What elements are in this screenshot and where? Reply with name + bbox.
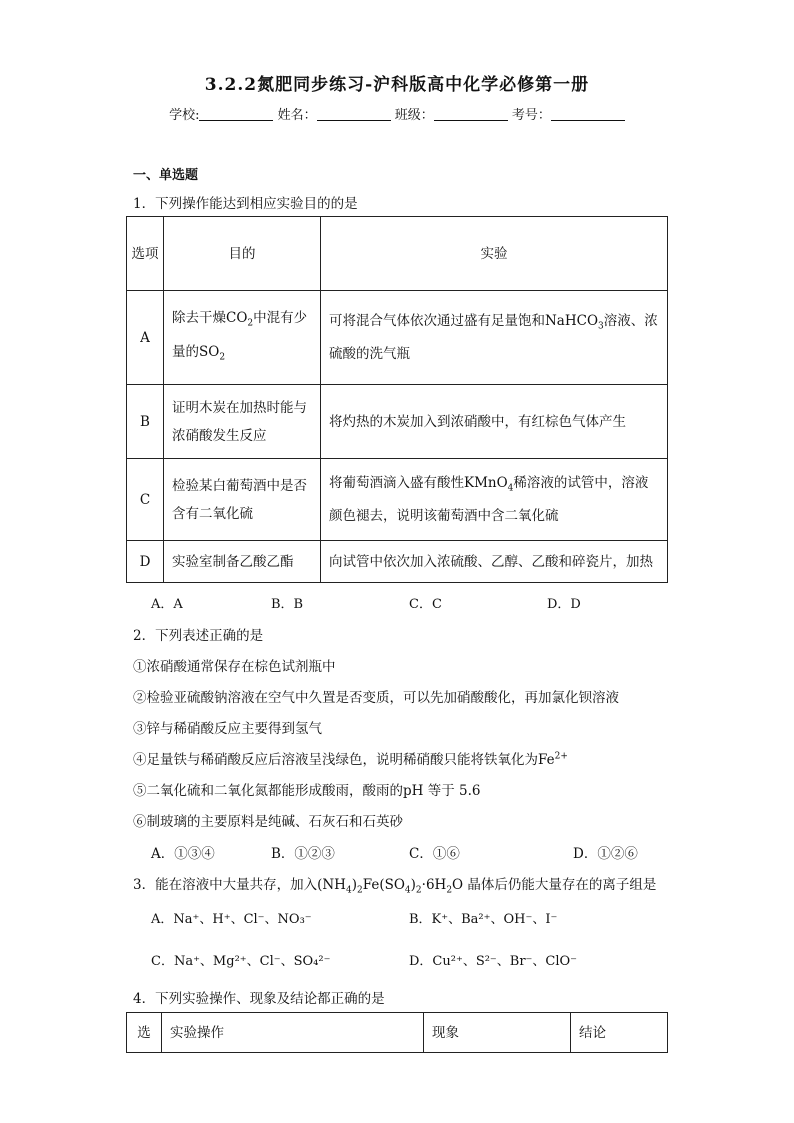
q2-statement-6: ⑥制玻璃的主要原料是纯碱、石灰石和石英砂 xyxy=(133,814,403,830)
class-label: 班级： xyxy=(394,108,434,123)
q1-stem: 1．下列操作能达到相应实验目的的是 xyxy=(133,196,358,212)
q2-stem: 2．下列表述正确的是 xyxy=(133,628,264,644)
row-option: B xyxy=(127,385,164,459)
exam-no-field[interactable] xyxy=(551,107,625,121)
choice-a[interactable]: A．A xyxy=(151,597,183,612)
header-option: 选 xyxy=(127,1013,162,1053)
page-title: 3.2.2氮肥同步练习-沪科版高中化学必修第一册 xyxy=(204,75,590,95)
q1-table xyxy=(126,216,668,583)
q4-stem: 4．下列实验操作、现象及结论都正确的是 xyxy=(133,991,385,1007)
q2-statement-3: ③锌与稀硝酸反应主要得到氢气 xyxy=(133,721,322,737)
name-label: 姓名： xyxy=(277,108,317,123)
table-row xyxy=(127,291,668,385)
row-purpose: 证明木炭在加热时能与浓硝酸发生反应 xyxy=(164,385,321,459)
table-row xyxy=(127,385,668,459)
choice-b[interactable]: B．K⁺、Ba²⁺、OH⁻、I⁻ xyxy=(409,912,558,927)
school-field[interactable] xyxy=(199,107,273,121)
choice-c[interactable]: C．①⑥ xyxy=(409,846,460,862)
table-header-row xyxy=(127,217,668,291)
choice-c[interactable]: C．Na⁺、Mg²⁺、Cl⁻、SO₄²⁻ xyxy=(151,954,331,969)
row-option: A xyxy=(127,291,164,385)
row-experiment: 将葡萄酒滴入盛有酸性KMnO$_4$稀溶液的试管中，溶液颜色褪去，说明该葡萄酒中含二氧化硫 xyxy=(321,459,668,541)
choice-b[interactable]: B．①②③ xyxy=(271,846,335,862)
header-option: 选项 xyxy=(127,217,164,291)
q2-statement-2: ②检验亚硫酸钠溶液在空气中久置是否变质，可以先加硝酸酸化，再加氯化钡溶液 xyxy=(133,690,619,706)
choice-a[interactable]: A．Na⁺、H⁺、Cl⁻、NO₃⁻ xyxy=(151,912,312,927)
table-row xyxy=(127,541,668,583)
school-label: 学校: xyxy=(169,108,200,123)
choice-d[interactable]: D．Cu²⁺、S²⁻、Br⁻、ClO⁻ xyxy=(409,954,578,969)
q4-table xyxy=(126,1012,668,1053)
choice-c[interactable]: C．C xyxy=(409,597,442,612)
row-experiment: 将灼热的木炭加入到浓硝酸中，有红棕色气体产生 xyxy=(321,385,668,459)
student-info-line xyxy=(0,104,794,123)
q3-stem: 3．能在溶液中大量共存，加入$(NH_4)_2Fe(SO_4)_2\cdot 6H_2O$ 晶体后仍能大量存在的离子组是 xyxy=(133,877,657,896)
header-operation: 实验操作 xyxy=(162,1013,424,1053)
header-experiment: 实验 xyxy=(321,217,668,291)
row-experiment: 向试管中依次加入浓硫酸、乙醇、乙酸和碎瓷片，加热 xyxy=(321,541,668,583)
row-option: D xyxy=(127,541,164,583)
choice-a[interactable]: A．①③④ xyxy=(151,846,215,862)
row-purpose: 检验某白葡萄酒中是否含有二氧化硫 xyxy=(164,459,321,541)
table-row xyxy=(127,459,668,541)
q2-statement-5: ⑤二氧化硫和二氧化氮都能形成酸雨，酸雨的pH 等于 5.6 xyxy=(133,783,481,799)
row-purpose: 实验室制备乙酸乙酯 xyxy=(164,541,321,583)
table-header-row xyxy=(127,1013,668,1053)
name-field[interactable] xyxy=(317,107,391,121)
q2-statement-1: ①浓硝酸通常保存在棕色试剂瓶中 xyxy=(133,659,336,675)
q2-statement-4: ④足量铁与稀硝酸反应后溶液呈浅绿色，说明稀硝酸只能将铁氧化为$Fe^{2+}$ xyxy=(133,751,568,768)
row-experiment: 可将混合气体依次通过盛有足量饱和NaHCO$_3$溶液、浓硫酸的洗气瓶 xyxy=(321,291,668,385)
choice-d[interactable]: D．D xyxy=(547,597,581,612)
header-conclusion: 结论 xyxy=(571,1013,668,1053)
row-purpose: 除去干燥$CO_2$中混有少量的$SO_2$ xyxy=(164,291,321,385)
class-field[interactable] xyxy=(434,107,508,121)
section-title: 一、单选题 xyxy=(133,168,199,183)
header-purpose: 目的 xyxy=(164,217,321,291)
choice-b[interactable]: B．B xyxy=(271,597,304,612)
choice-d[interactable]: D．①②⑥ xyxy=(573,846,638,862)
row-option: C xyxy=(127,459,164,541)
header-phenomenon: 现象 xyxy=(424,1013,571,1053)
exam-no-label: 考号： xyxy=(511,108,551,123)
